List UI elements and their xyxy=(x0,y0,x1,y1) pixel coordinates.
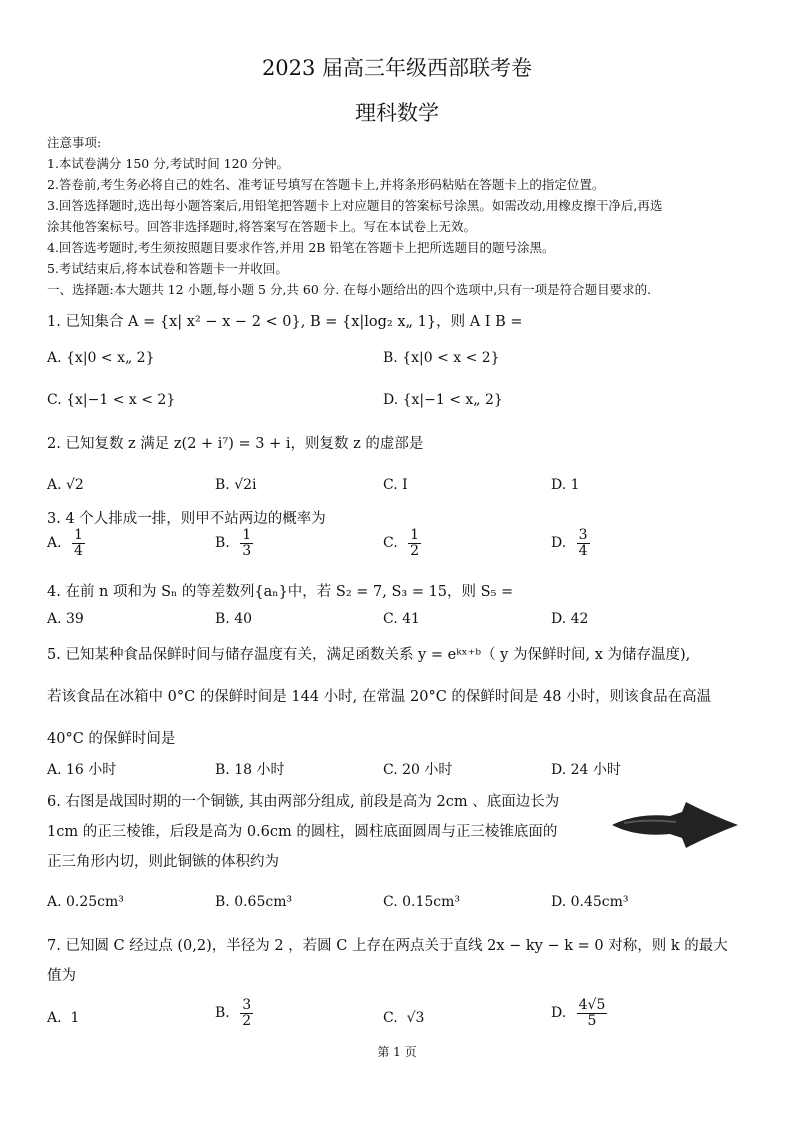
numerator: 3 xyxy=(578,527,588,543)
option-label: D. xyxy=(551,1005,567,1022)
fraction xyxy=(72,528,85,558)
q2-option-d: D. 1 xyxy=(551,477,580,493)
notice-item: 1.本试卷满分 150 分,考试时间 120 分钟。 xyxy=(47,156,290,171)
denominator: 5 xyxy=(587,1012,597,1029)
q3-option-d xyxy=(551,528,590,558)
q2-option-a: A. √2 xyxy=(47,477,84,493)
question-7-stem-line: 值为 xyxy=(47,968,76,984)
q4-option-a: A. 39 xyxy=(47,611,84,627)
fraction xyxy=(577,998,608,1028)
q4-option-c: C. 41 xyxy=(383,611,420,627)
numerator: 1 xyxy=(74,527,83,543)
question-3-stem: 3. 4 个人排成一排，则甲不站两边的概率为 xyxy=(47,511,326,527)
fraction xyxy=(240,998,253,1028)
question-5-stem-line: 5. 已知某种食品保鲜时间与储存温度有关，满足函数关系 y = eᵏˣ⁺ᵇ（ y 为保鲜时间, x 为储存温度), xyxy=(47,647,691,663)
option-label: D. xyxy=(551,535,567,552)
denominator: 2 xyxy=(410,542,420,559)
q5-option-c: C. 20 小时 xyxy=(383,762,453,778)
arrowhead-shape xyxy=(612,802,738,848)
denominator: 4 xyxy=(578,542,588,559)
q7-option-b xyxy=(215,998,253,1028)
q2-option-b: B. √2i xyxy=(215,477,257,493)
q7-option-c xyxy=(383,1010,424,1026)
q4-option-b: B. 40 xyxy=(215,611,253,627)
q6-option-a: A. 0.25cm³ xyxy=(47,894,124,910)
question-5-stem-line: 若该食品在冰箱中 0°C 的保鲜时间是 144 小时, 在常温 20°C 的保鲜时间是 48 小时，则该食品在高温 xyxy=(47,689,712,705)
numerator: 1 xyxy=(242,527,252,543)
q6-option-d: D. 0.45cm³ xyxy=(551,894,629,910)
q3-option-b xyxy=(215,528,253,558)
numerator: 1 xyxy=(410,527,420,543)
fraction xyxy=(240,528,253,558)
q5-option-a: A. 16 小时 xyxy=(47,762,117,778)
option-label: C. xyxy=(383,535,398,552)
q1-option-a: A. {x|0 < x„ 2} xyxy=(47,350,155,366)
notice-item: 4.回答选考题时,考生须按照题目要求作答,并用 2B 铅笔在答题卡上把所选题目的题号涂黑。 xyxy=(47,240,555,255)
question-4-stem: 4. 在前 n 项和为 Sₙ 的等差数列{aₙ}中，若 S₂ = 7, S₃ = 15，则 S₅ = xyxy=(47,584,514,600)
question-6-stem-line: 6. 右图是战国时期的一个铜镞, 其由两部分组成, 前段是高为 2cm 、底面边长为 xyxy=(47,794,560,810)
q1-option-d: D. {x|−1 < x„ 2} xyxy=(383,392,503,408)
option-label: C. xyxy=(383,1010,398,1026)
notice-heading: 注意事项: xyxy=(47,135,102,150)
option-label: A. xyxy=(47,535,62,552)
question-5-stem-line: 40°C 的保鲜时间是 xyxy=(47,731,176,747)
q1-option-c: C. {x|−1 < x < 2} xyxy=(47,392,176,408)
q6-option-c: C. 0.15cm³ xyxy=(383,894,461,910)
q4-option-d: D. 42 xyxy=(551,611,589,627)
question-2-stem: 2. 已知复数 z 满足 z(2 + i⁷) = 3 + i，则复数 z 的虚部是 xyxy=(47,436,424,452)
arrowhead-figure xyxy=(610,798,740,852)
option-label: B. xyxy=(215,1005,230,1022)
q3-option-a xyxy=(47,528,85,558)
denominator: 2 xyxy=(242,1012,252,1029)
notice-item: 2.答卷前,考生务必将自己的姓名、准考证号填写在答题卡上,并将条形码粘贴在答题卡上的指定位置。 xyxy=(47,177,605,192)
fraction xyxy=(408,528,421,558)
denominator: 4 xyxy=(74,542,83,559)
option-value: √3 xyxy=(406,1010,425,1026)
page-number: 第 1 页 xyxy=(377,1045,417,1059)
option-label: B. xyxy=(215,535,230,552)
question-7-stem-line: 7. 已知圆 C 经过点 (0,2)，半径为 2 ，若圆 C 上存在两点关于直线 2x − ky − k = 0 对称，则 k 的最大 xyxy=(47,938,728,954)
notice-item: 涂其他答案标号。回答非选择题时,将答案写在答题卡上。写在本试卷上无效。 xyxy=(47,219,476,234)
q2-option-c: C. I xyxy=(383,477,408,493)
notice-item: 5.考试结束后,将本试卷和答题卡一并收回。 xyxy=(47,261,288,276)
question-1-stem: 1. 已知集合 A = {x| x² − x − 2 < 0}, B = {x|log₂ x„ 1}，则 A I B = xyxy=(47,314,523,330)
q3-option-c xyxy=(383,528,421,558)
option-label: A. xyxy=(47,1010,62,1026)
notice-item: 3.回答选择题时,选出每小题答案后,用铅笔把答题卡上对应题目的答案标号涂黑。如需改动,用橡皮擦干净后,再选 xyxy=(47,198,663,213)
numerator: 4√5 xyxy=(578,997,606,1013)
fraction xyxy=(577,528,590,558)
denominator: 3 xyxy=(242,542,252,559)
question-6-stem-line: 1cm 的正三棱锥，后段是高为 0.6cm 的圆柱，圆柱底面圆周与正三棱锥底面的 xyxy=(47,824,558,840)
subject-title: 理科数学 xyxy=(355,101,439,125)
q6-option-b: B. 0.65cm³ xyxy=(215,894,293,910)
exam-title: 2023 届高三年级西部联考卷 xyxy=(261,56,533,80)
q7-option-d xyxy=(551,998,607,1028)
option-value: 1 xyxy=(70,1010,80,1026)
section-heading: 一、选择题:本大题共 12 小题,每小题 5 分,共 60 分. 在每小题给出的四个选项中,只有一项是符合题目要求的. xyxy=(47,282,652,297)
numerator: 3 xyxy=(242,997,252,1013)
question-6-stem-line: 正三角形内切，则此铜镞的体积约为 xyxy=(47,854,279,870)
q1-option-b: B. {x|0 < x < 2} xyxy=(383,350,500,366)
q5-option-b: B. 18 小时 xyxy=(215,762,285,778)
q7-option-a xyxy=(47,1010,79,1026)
q5-option-d: D. 24 小时 xyxy=(551,762,621,778)
